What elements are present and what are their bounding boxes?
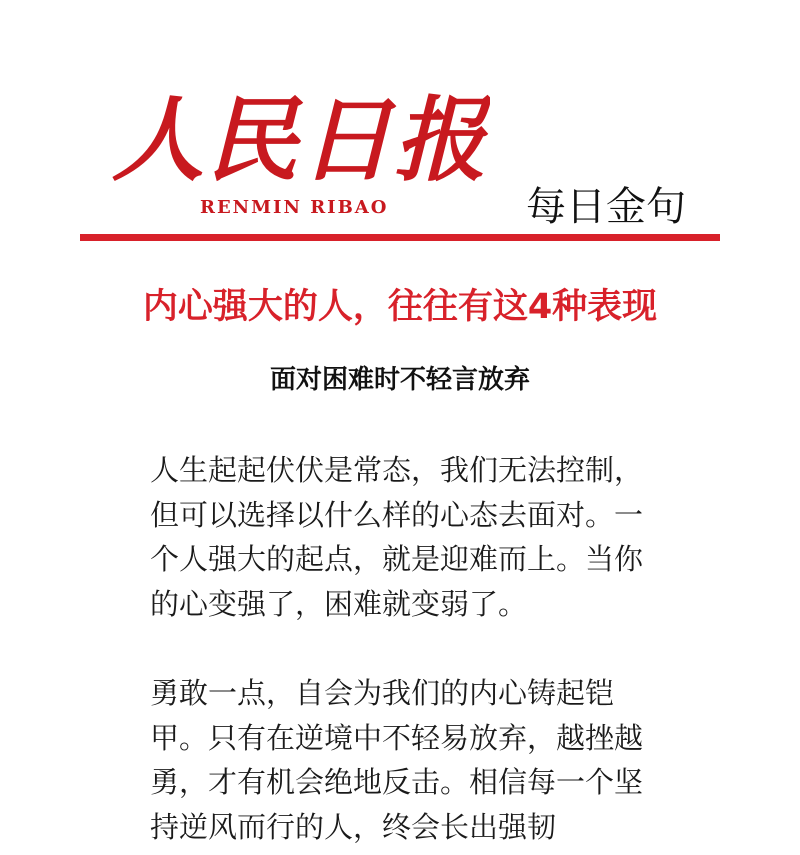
newspaper-logo-calligraphy	[110, 50, 490, 200]
body-paragraph: 勇敢一点，自会为我们的内心铸起铠甲。只有在逆境中不轻易放弃，越挫越勇，才有机会绝地反击。相信每一个坚持逆风而行的人，终会长出强韧	[150, 676, 644, 844]
section-label: 每日金句	[526, 184, 686, 230]
header-divider	[80, 234, 720, 241]
logo-roman-text: RENMIN RIBAO	[200, 197, 389, 218]
body-paragraph: 人生起起伏伏是常态，我们无法控制，但可以选择以什么样的心态去面对。一个人强大的起点，就是迎难而上。当你的心变强了，困难就变弱了。	[150, 453, 644, 621]
masthead-logo	[110, 50, 490, 230]
article-body	[150, 448, 665, 855]
article-subheading: 面对困难时不轻言放弃	[269, 365, 530, 395]
logo-calligraphy-text: 人民日报	[111, 86, 489, 194]
article-headline: 内心强大的人，往往有这4种表现	[142, 287, 658, 327]
